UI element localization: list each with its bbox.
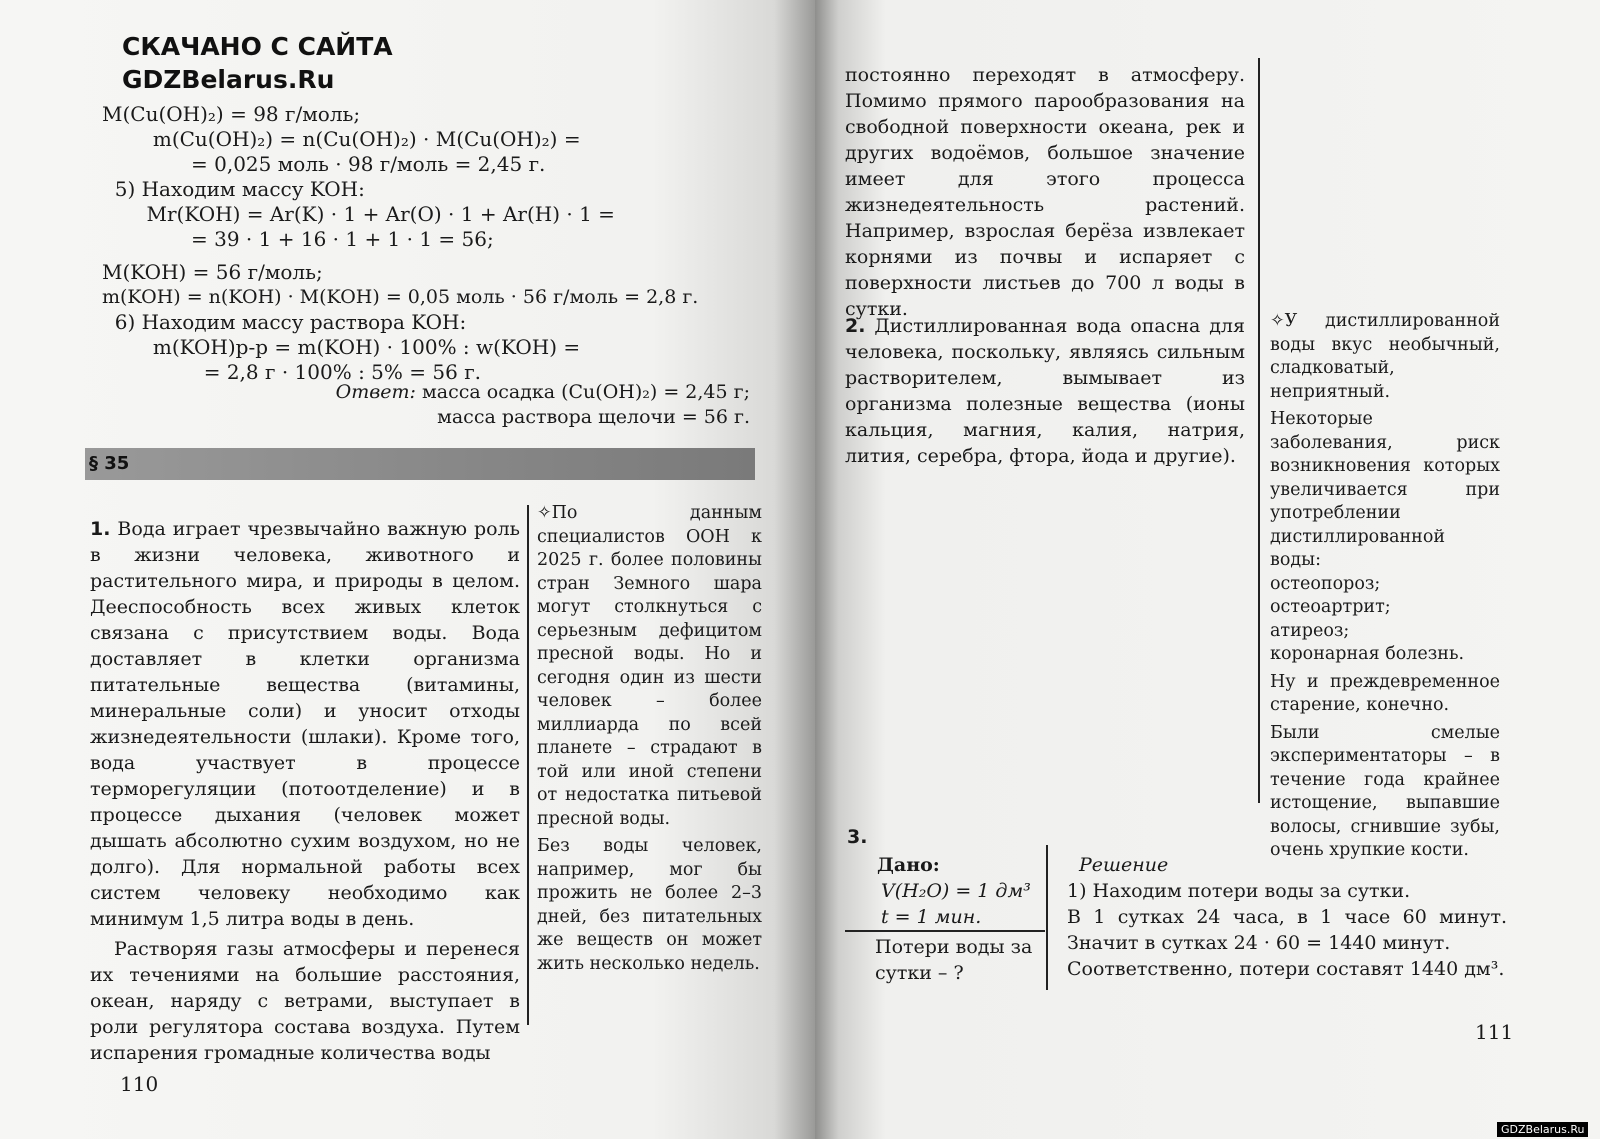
find-text: Потери воды за сутки – ? [875,936,1033,984]
formula-block [102,102,782,385]
solution-step2: В 1 сутках 24 часа, в 1 часе 60 минут. Значит в сутках 24 · 60 = 1440 минут. [1067,906,1507,954]
watermark [122,30,393,96]
formula-line: = 2,8 г · 100% : 5% = 56 г. [102,360,482,384]
item1-number: 1. [90,518,111,540]
footer-watermark: GDZBelarus.Ru [1497,1122,1588,1137]
formula-line: m(Cu(OH)₂) = n(Cu(OH)₂) · M(Cu(OH)₂) = [102,127,581,151]
side-note-p4: Были смелые экспериментаторы – в течение года крайнее истощение, выпавшие волосы, сгнившие зубы, очень хрупкие кости. [1270,722,1500,860]
side-list [1270,573,1500,667]
section-header-bar [85,448,755,480]
item3-number: 3. [847,826,868,848]
watermark-line1: СКАЧАНО С САЙТА [122,32,393,61]
item2 [845,313,1245,469]
find-block [845,930,1045,986]
given-t: t = 1 мин. [881,906,982,928]
solution-block [1067,852,1507,982]
answer-line2: масса раствора щелочи = 56 г. [437,406,750,428]
item1-text2: Растворяя газы атмосферы и перенеся их течениями на большие расстояния, океан, наряду с ветрами, выступает в роли регулятора состава воздуха. Путем испарения громадные количества воды [90,938,520,1064]
item2-text: Дистиллированная вода опасна для человека, поскольку, являясь сильным растворителем, вымывает из организма полезные вещества (ионы кальция, магния, калия, натрия, лития, серебра, фтора, йода и другие). [845,315,1245,467]
formula-line: 5) Находим массу KOH: [102,177,365,201]
solution-step3: Соответственно, потери составят 1440 дм³. [1067,958,1505,980]
answer-line1: масса осадка (Cu(OH)₂) = 2,45 г; [422,381,750,403]
list-item: коронарная болезнь. [1270,644,1465,664]
side-note-p2: Некоторые заболевания, риск возникновения которых увеличивается при употреблении дистиллированной воды: [1270,409,1500,570]
formula-line: = 0,025 моль · 98 г/моль = 2,45 г. [102,152,546,176]
list-item: остеопороз; [1270,573,1381,594]
side-note-right [1270,310,1500,863]
column-divider [1258,58,1260,803]
solution-label: Решение [1079,854,1169,876]
side-note-left [537,502,762,976]
column-divider [527,505,529,1025]
list-item: остеоартрит; [1270,597,1391,617]
formula-line: M(KOH) = 56 г/моль; [102,260,323,284]
right-page [815,0,1600,1139]
given-v: V(H₂O) = 1 дм³ [881,880,1031,902]
para-top: постоянно переходят в атмосферу. Помимо прямого парообразования на свободной поверхности океана, рек и других водоёмов, большое значение имеет для этого процесса жизнедеятельность растений. Например, взрослая берёза извлекает корнями из почвы и испаряет с поверхности листьев до 700 л воды в сутки. [845,64,1245,320]
item1 [90,516,520,1066]
formula-line: 6) Находим массу раствора KOH: [102,310,467,334]
watermark-line2: GDZBelarus.Ru [122,65,335,94]
page-number-left: 110 [120,1072,159,1096]
answer-label: Ответ: [335,381,416,403]
page-number-right: 111 [1475,1020,1514,1044]
formula-line: M(Cu(OH)₂) = 98 г/моль; [102,102,361,126]
side-note-p3: Ну и преждевременное старение, конечно. [1270,671,1500,715]
given-label: Дано: [877,854,940,876]
solution-step1: 1) Находим потери воды за сутки. [1067,880,1411,902]
formula-line: m(KOH) = n(KOH) · M(KOH) = 0,05 моль · 56 г/моль = 2,8 г. [102,286,699,308]
given-block [845,852,1045,986]
answer-block [330,380,750,430]
item1-text: Вода играет чрезвычайно важную роль в жизни человека, животного и растительного мира, и природы в целом. Дееспособность всех живых клеток связана с присутствием воды. Вода доставляет в клетки организма питательные вещества (витамины, минеральные соли) и уносит отходы жизнедеятельности (шлаки). Кроме того, вода участвует в процессе терморегуляции (потоотделение) и в процессе дыхания (человек может дышать абсолютно сухим воздухом, но не долго). Для нормальной работы всех систем человеку необходимо как минимум 1,5 литра воды в день. [90,518,520,930]
formula-line: m(KOH)р-р = m(KOH) · 100% : w(KOH) = [102,335,581,359]
formula-line: Mr(KOH) = Ar(K) · 1 + Ar(O) · 1 + Ar(H) · 1 = [102,202,615,226]
side-note1: ✧По данным специалистов ООН к 2025 г. более половины стран Земного шара могут столкнуться с серьезным дефицитом пресной воды. Но и сегодня один из шести человек – более миллиарда по всей планете – страдают в той или иной степени от недостатка питьевой пресной воды. [537,503,762,829]
side-note2: Без воды человек, например, мог бы прожить не более 2–3 дней, без питательных же веществ он может жить несколько недель. [537,836,762,974]
given-divider [1046,845,1048,990]
section-title: § 35 [85,448,755,480]
list-item: атиреоз; [1270,620,1350,641]
item2-number: 2. [845,315,866,337]
formula-line: = 39 · 1 + 16 · 1 + 1 · 1 = 56; [102,227,494,251]
side-note-p1: ✧У дистиллированной воды вкус необычный, сладковатый, неприятный. [1270,311,1500,402]
